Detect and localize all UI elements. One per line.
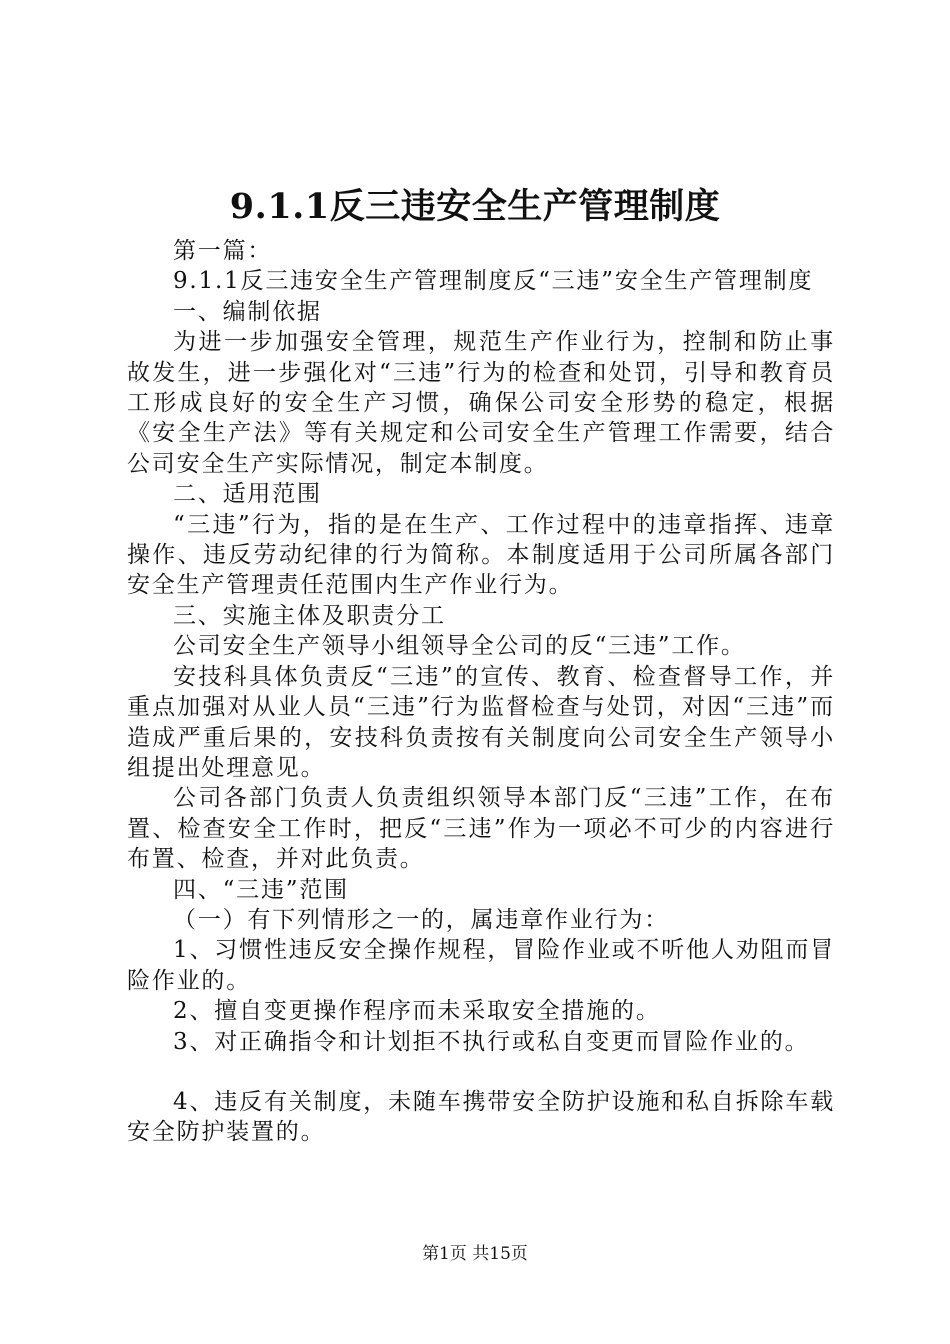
paragraph: “三违”行为，指的是在生产、工作过程中的违章指挥、违章操作、违反劳动纪律的行为简称。本制度适用于公司所属各部门安全生产管理责任范围内生产作业行为。 [127, 511, 835, 599]
sub-heading: （一）有下列情形之一的，属违章作业行为： [173, 906, 669, 933]
section-heading: 二、适用范围 [173, 481, 322, 508]
list-item: 1、习惯性违反安全操作规程，冒险作业或不听他人劝阻而冒险作业的。 [127, 937, 835, 994]
list-item: 4、违反有关制度，未随车携带安全防护设施和私自拆除车载安全防护装置的。 [127, 1088, 835, 1146]
document-title: 9.1.1反三违安全生产管理制度 [229, 186, 721, 227]
paragraph: 公司安全生产领导小组领导全公司的反“三违”工作。 [173, 633, 746, 660]
paragraph: 公司各部门负责人负责组织领导本部门反“三违”工作，在布置、检查安全工作时，把反“三违”作为一项必不可少的内容进行布置、检查，并对此负责。 [127, 785, 835, 873]
paragraph: 安技科具体负责反“三违”的宣传、教育、检查督导工作，并重点加强对从业人员“三违”行为监督检查与处罚，对因“三违”而造成严重后果的，安技科负责按有关制度向公司安全生产领导小组提出处理意见。 [127, 663, 835, 781]
document-body [127, 236, 835, 1148]
section-heading: 四、“三违”范围 [173, 876, 349, 903]
paragraph: 第一篇： [173, 238, 273, 264]
page-footer: 第1页 共15页 [422, 1244, 528, 1264]
section-heading: 三、实施主体及职责分工 [173, 602, 446, 629]
paragraph: 为进一步加强安全管理，规范生产作业行为，控制和防止事故发生，进一步强化对“三违”行为的检查和处罚，引导和教育员工形成良好的安全生产习惯，确保公司安全形势的稳定，根据《安全生产法》等有关规定和公司安全生产管理工作需要，结合公司安全生产实际情况，制定本制度。 [127, 329, 835, 477]
paragraph: 9.1.1反三违安全生产管理制度反“三违”安全生产管理制度 [173, 268, 814, 295]
list-item: 3、对正确指令和计划拒不执行或私自变更而冒险作业的。 [173, 1028, 810, 1055]
list-item: 2、擅自变更操作程序而未采取安全措施的。 [173, 998, 661, 1025]
section-heading: 一、编制依据 [173, 298, 322, 325]
